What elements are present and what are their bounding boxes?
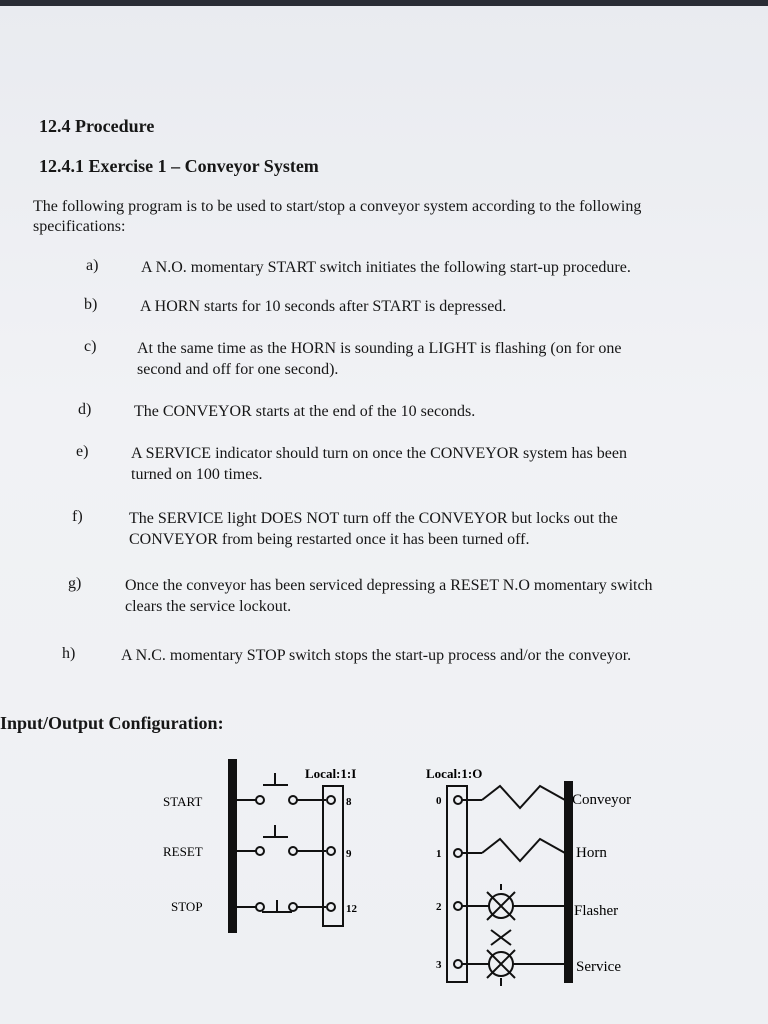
input-label: RESET: [163, 844, 203, 859]
output-terminal: 3: [436, 959, 442, 971]
output-terminal: 0: [436, 795, 442, 807]
spec-text: A SERVICE indicator should turn on once the CONVEYOR system has been: [131, 445, 627, 462]
output-label: Conveyor: [572, 792, 632, 808]
spec-text: The CONVEYOR starts at the end of the 10 seconds.: [134, 403, 476, 420]
horn-load: [482, 839, 565, 861]
exercise-heading: 12.4.1 Exercise 1 – Conveyor System: [39, 156, 319, 176]
output-terminal: 2: [436, 901, 442, 913]
input-label: STOP: [171, 899, 203, 914]
output-module-label: Local:1:O: [426, 766, 483, 781]
top-edge: [0, 0, 768, 6]
intro-line-2: specifications:: [33, 218, 126, 235]
input-terminal: 8: [346, 796, 352, 808]
spec-letter: g): [68, 575, 82, 592]
input-terminal: 9: [346, 848, 352, 860]
spec-letter: h): [62, 645, 76, 662]
output-module: [447, 786, 467, 982]
spec-text: The SERVICE light DOES NOT turn off the CONVEYOR but locks out the: [129, 510, 618, 527]
spec-text: At the same time as the HORN is sounding a LIGHT is flashing (on for one: [137, 340, 622, 357]
spec-text: CONVEYOR from being restarted once it has been turned off.: [129, 531, 530, 548]
spec-text: Once the conveyor has been serviced depressing a RESET N.O momentary switch: [125, 577, 653, 594]
spec-text: A N.O. momentary START switch initiates the following start-up procedure.: [141, 259, 631, 276]
spec-letter: a): [86, 257, 99, 274]
spec-letter: d): [78, 401, 92, 418]
spec-letter: b): [84, 296, 98, 313]
spec-text: A HORN starts for 10 seconds after START is depressed.: [140, 298, 507, 315]
input-terminal: 12: [346, 903, 357, 915]
spec-text: turned on 100 times.: [131, 466, 263, 483]
output-common-bus: [565, 782, 572, 982]
input-label: START: [163, 794, 203, 809]
io-wiring-diagram: [0, 740, 768, 1024]
conveyor-load: [482, 786, 565, 808]
spec-letter: f): [72, 508, 83, 525]
spec-text: clears the service lockout.: [125, 598, 292, 615]
output-label: Horn: [576, 845, 607, 861]
io-heading: Input/Output Configuration:: [0, 713, 224, 733]
section-heading: 12.4 Procedure: [39, 116, 155, 136]
output-label: Service: [576, 959, 621, 975]
intro-line-1: The following program is to be used to start/stop a conveyor system according to the following: [33, 198, 642, 215]
output-label: Flasher: [574, 903, 619, 919]
input-module: [323, 786, 343, 926]
spec-letter: c): [84, 338, 97, 355]
output-terminal: 1: [436, 848, 442, 860]
input-module-label: Local:1:I: [305, 766, 357, 781]
spec-text: second and off for one second).: [137, 361, 339, 378]
spec-letter: e): [76, 443, 89, 460]
spec-text: A N.C. momentary STOP switch stops the start-up process and/or the conveyor.: [121, 647, 632, 664]
input-power-bus: [229, 760, 236, 932]
